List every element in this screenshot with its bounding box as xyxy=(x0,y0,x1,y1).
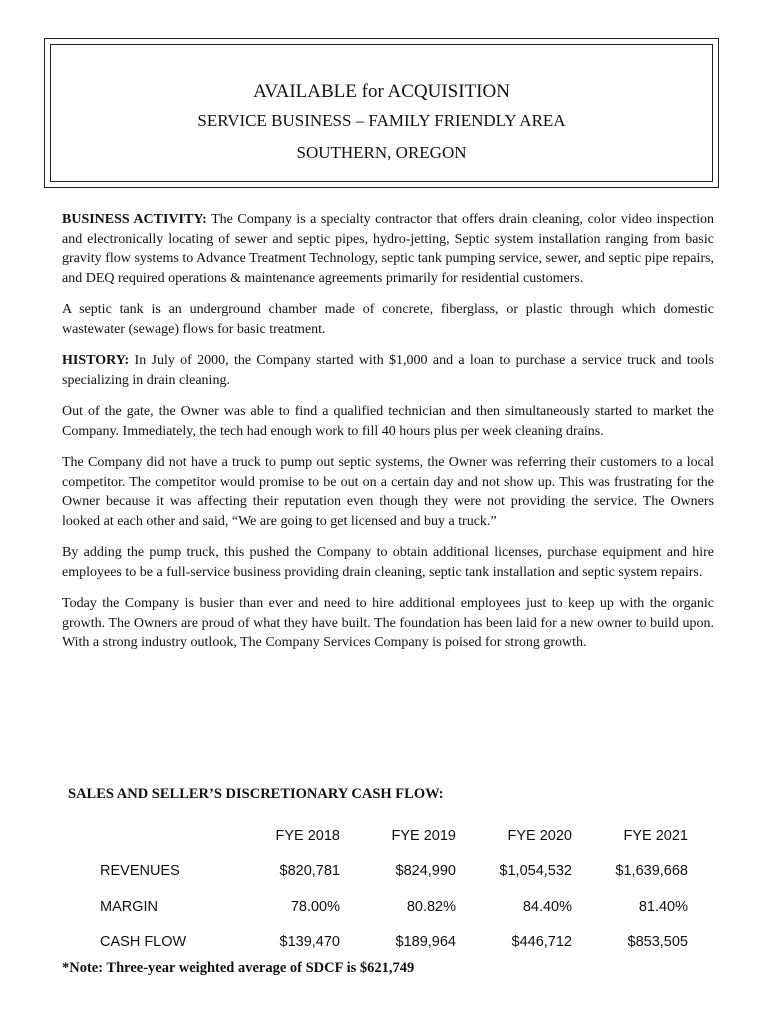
title-box xyxy=(44,38,719,188)
table-header-row xyxy=(96,818,688,854)
table-cell: $189,964 xyxy=(395,934,456,951)
table-cell: $139,470 xyxy=(279,934,340,951)
table-header-cell: FYE 2020 xyxy=(507,827,572,844)
cash-flow-table xyxy=(96,818,688,960)
body-paragraph: Today the Company is busier than ever and need to hire additional employees just to keep up with the organic growth. The Owners are proud of what they have built. The foundation has been laid for a new owner to build upon. With a strong industry outlook, The Company Services Company is poised for strong growth. xyxy=(62,596,714,650)
business-activity-paragraph xyxy=(62,210,714,288)
table-row xyxy=(96,925,688,961)
history-text: In July of 2000, the Company started with $1,000 and a loan to purchase a service truck and tools specializing in drain cleaning. xyxy=(62,353,714,388)
body-paragraph: By adding the pump truck, this pushed the Company to obtain additional licenses, purchase equipment and hire employees to be a full-service business providing drain cleaning, septic tank installation and septic system repairs. xyxy=(62,545,714,580)
title-line-2: SERVICE BUSINESS – FAMILY FRIENDLY AREA xyxy=(197,111,566,130)
history-label: HISTORY: xyxy=(62,353,130,368)
history-paragraph xyxy=(62,351,714,390)
business-activity-label: BUSINESS ACTIVITY: xyxy=(62,212,207,227)
title-line-3: SOUTHERN, OREGON xyxy=(296,143,467,162)
table-cell: $824,990 xyxy=(395,863,456,880)
row-label: REVENUES xyxy=(100,863,180,880)
table-cell: 80.82% xyxy=(406,898,456,915)
table-header-cell: FYE 2018 xyxy=(275,827,340,844)
table-cell: $853,505 xyxy=(627,934,688,951)
document-body xyxy=(62,210,714,665)
table-header-cell xyxy=(96,818,224,854)
table-cell: $820,781 xyxy=(279,863,340,880)
table-cell: 81.40% xyxy=(638,898,688,915)
table-row xyxy=(96,854,688,890)
table-cell: 84.40% xyxy=(522,898,572,915)
table-cell: $1,054,532 xyxy=(499,863,572,880)
row-label: CASH FLOW xyxy=(100,934,187,951)
title-box-inner-border xyxy=(50,44,713,182)
sales-section-title: SALES AND SELLER’S DISCRETIONARY CASH FLOW: xyxy=(68,786,444,802)
table-cell: $446,712 xyxy=(511,934,572,951)
title-line-1: AVAILABLE for ACQUISITION xyxy=(253,81,510,102)
table-cell: $1,639,668 xyxy=(615,863,688,880)
table-cell: 78.00% xyxy=(290,898,340,915)
body-paragraph: The Company did not have a truck to pump out septic systems, the Owner was referring their customers to a local competitor. The competitor would promise to be out on a certain day and not show up. This was frustrating for the Owner because it was affecting their reputation even though they were not providing the service. The Owners looked at each other and said, “We are going to get licensed and buy a truck.” xyxy=(62,455,714,529)
table-row xyxy=(96,889,688,925)
business-activity-text: The Company is a specialty contractor that offers drain cleaning, color video inspection and electronically locating of sewer and septic pipes, hydro-jetting, Septic system installation ranging from basic gravity flow systems to Advance Treatment Technology, septic tank pumping service, sewer, and septic pipe repairs, and DEQ required operations & maintenance agreements primarily for residential customers. xyxy=(62,212,715,286)
sdcf-note: *Note: Three-year weighted average of SDCF is $621,749 xyxy=(62,960,415,976)
table-header-cell: FYE 2019 xyxy=(391,827,456,844)
body-paragraph: Out of the gate, the Owner was able to find a qualified technician and then simultaneously started to market the Company. Immediately, the tech had enough work to fill 40 hours plus per week cleaning drains. xyxy=(62,404,714,439)
row-label: MARGIN xyxy=(100,898,158,915)
table-header-cell: FYE 2021 xyxy=(623,827,688,844)
septic-definition-paragraph: A septic tank is an underground chamber made of concrete, fiberglass, or plastic through which domestic wastewater (sewage) flows for basic treatment. xyxy=(62,302,714,337)
